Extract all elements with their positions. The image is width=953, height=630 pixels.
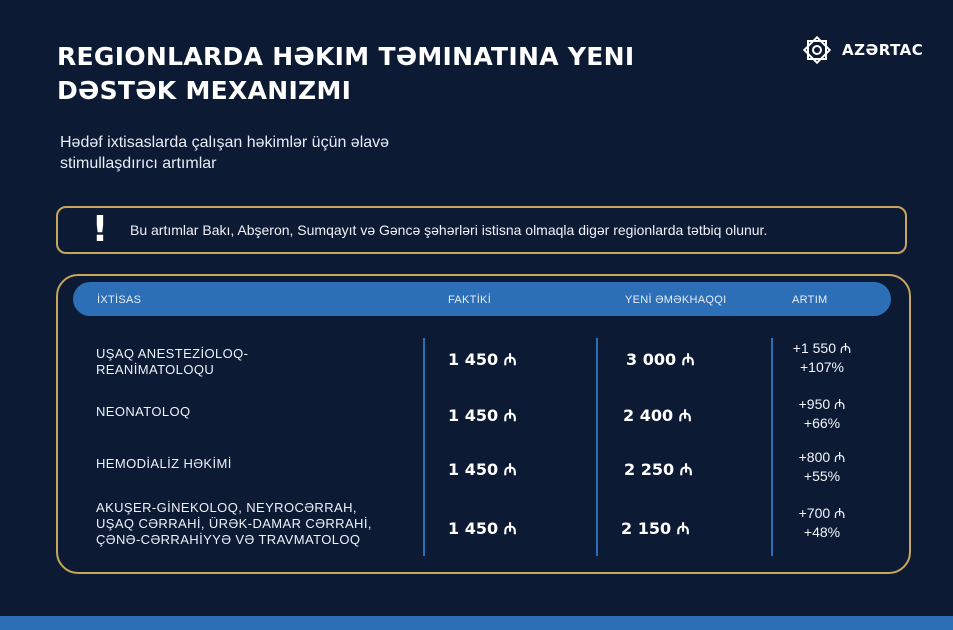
increase-amount: +700 ₼ bbox=[798, 505, 846, 521]
new-salary: 2 150 ₼ bbox=[621, 519, 690, 538]
subtitle-line-1: Hədəf ixtisaslarda çalışan həkimlər üçün əlavə bbox=[60, 134, 390, 151]
specialty-name-line: REANİMATOLOQU bbox=[96, 362, 215, 377]
increase-amount: +800 ₼ bbox=[798, 449, 846, 465]
new-salary: 3 000 ₼ bbox=[626, 350, 695, 369]
increase-percent: +55% bbox=[803, 468, 841, 484]
new-salary: 2 250 ₼ bbox=[624, 460, 693, 479]
specialty-name bbox=[96, 404, 191, 420]
specialty-name-line: UŞAQ ANESTEZİOLOQ- bbox=[96, 346, 249, 361]
specialty-name bbox=[96, 346, 248, 378]
header-increase: ARTIM bbox=[792, 294, 828, 306]
column-divider-1 bbox=[423, 338, 425, 556]
subtitle bbox=[60, 132, 500, 174]
increase bbox=[777, 448, 867, 486]
exclamation-icon: ! bbox=[91, 209, 109, 250]
notice-box bbox=[56, 206, 907, 254]
ornament-star-icon bbox=[800, 33, 834, 67]
header-actual: FAKTİKİ bbox=[448, 294, 492, 306]
increase-percent: +107% bbox=[800, 359, 844, 375]
actual-salary: 1 450 ₼ bbox=[448, 406, 517, 425]
header-new-salary: YENİ ƏMƏKHAQQI bbox=[625, 294, 727, 306]
specialty-name-line: NEONATOLOQ bbox=[96, 404, 191, 419]
column-divider-2 bbox=[596, 338, 598, 556]
actual-salary: 1 450 ₼ bbox=[448, 460, 517, 479]
increase-amount: +950 ₼ bbox=[798, 396, 846, 412]
column-divider-3 bbox=[771, 338, 773, 556]
increase-percent: +66% bbox=[803, 415, 841, 431]
table-header bbox=[73, 282, 891, 316]
specialty-name-line: HEMODİALİZ HƏKİMİ bbox=[96, 456, 232, 471]
actual-salary: 1 450 ₼ bbox=[448, 519, 517, 538]
increase bbox=[777, 504, 867, 542]
subtitle-line-2: stimullaşdırıcı artımlar bbox=[60, 155, 217, 172]
increase bbox=[777, 339, 867, 377]
logo-text: AZƏRTAC bbox=[842, 41, 924, 59]
increase-percent: +48% bbox=[803, 524, 841, 540]
specialty-name-line: AKUŞER-GİNEKOLOQ, NEYROCƏRRAH, bbox=[96, 500, 357, 515]
header-specialty: İXTİSAS bbox=[97, 294, 142, 306]
azertac-logo bbox=[800, 32, 923, 68]
specialty-name-line: UŞAQ CƏRRAHİ, ÜRƏK-DAMAR CƏRRAHİ, bbox=[96, 516, 372, 531]
salary-table bbox=[56, 274, 911, 574]
increase-amount: +1 550 ₼ bbox=[792, 340, 852, 356]
increase bbox=[777, 395, 867, 433]
specialty-name bbox=[96, 456, 232, 472]
title-line-1: REGIONLARDA HƏKIM TƏMINATINA YENI bbox=[57, 42, 635, 71]
notice-text: Bu artımlar Bakı, Abşeron, Sumqayıt və Gəncə şəhərləri istisna olmaqla digər regionlarda tətbiq olunur. bbox=[130, 222, 768, 238]
bottom-accent-bar bbox=[0, 616, 953, 630]
title-line-2: DƏSTƏK MEXANIZMI bbox=[57, 76, 352, 105]
specialty-name-line: ÇƏNƏ-CƏRRAHİYYƏ VƏ TRAVMATOLOQ bbox=[96, 532, 361, 547]
new-salary: 2 400 ₼ bbox=[623, 406, 692, 425]
page-title bbox=[57, 40, 697, 108]
actual-salary: 1 450 ₼ bbox=[448, 350, 517, 369]
specialty-name bbox=[96, 500, 372, 548]
